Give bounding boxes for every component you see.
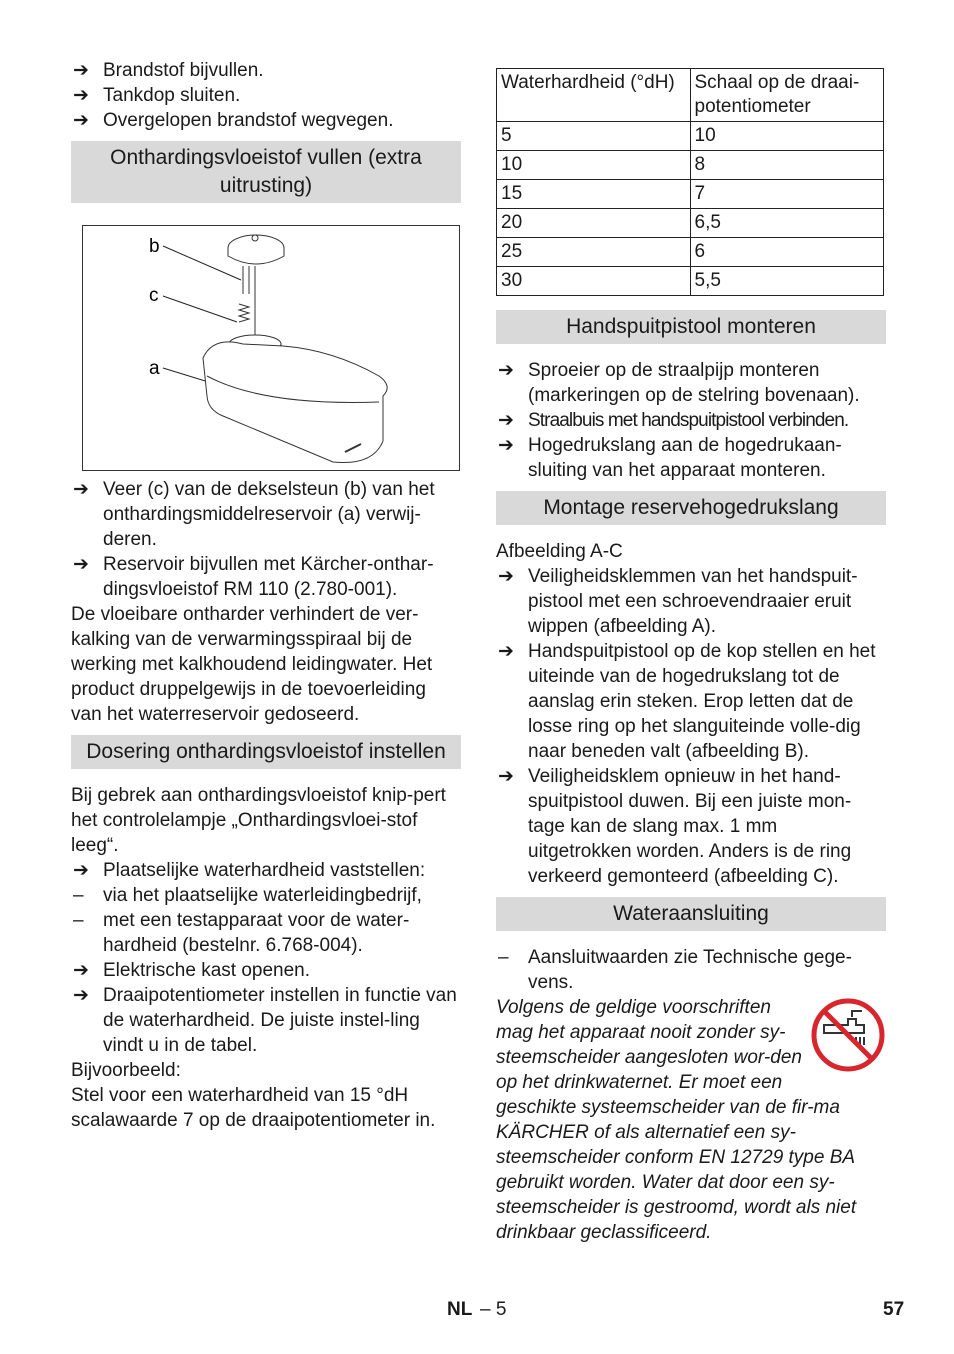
local-page-number: – 5 — [480, 1299, 507, 1320]
warning-text: Volgens de geldige voorschriften mag het apparaat nooit zonder sy-steemscheider aangesloten wor-den op het drinkwaternet. Er moet een geschikte systeemscheider van de fir-ma KÄRCHER of als alternatief een sy-steemscheider conform EN 12729 type BA gebruikt worden. Water dat door een sy-steemscheider is gestroomd, wordt als niet drinkbaar geclassificeerd. — [496, 997, 857, 1243]
arrow-icon: ➔ — [73, 860, 89, 881]
arrow-icon: ➔ — [498, 766, 514, 787]
arrow-icon: ➔ — [73, 554, 89, 575]
section-heading: Dosering onthardingsvloeistof instellen — [71, 735, 461, 769]
section-heading: Onthardingsvloeistof vullen (extra uitrusting) — [71, 141, 461, 203]
list-item: ➔ Plaatselijke waterhardheid vaststellen: — [73, 860, 426, 881]
table-header: Schaal op de draai-potentiometer — [690, 69, 884, 122]
table-cell: 5 — [497, 122, 691, 151]
list-item: – met een testapparaat voor de water-hardheid (bestelnr. 6.768-004). — [73, 910, 410, 956]
reservoir-illustration — [83, 226, 459, 470]
table-cell: 30 — [497, 267, 691, 296]
arrow-icon: ➔ — [498, 435, 514, 456]
list-item: ➔ Handspuitpistool op de kop stellen en het uiteinde van de hogedrukslang tot de aanslag erin steken. Erop letten dat de losse ring op het slanguiteinde volle-dig naar beneden valt (afbeelding B). — [498, 641, 876, 762]
language-code: NL — [447, 1299, 473, 1320]
arrow-icon: ➔ — [498, 641, 514, 662]
table-cell: 6 — [690, 238, 884, 267]
table-cell: 10 — [497, 151, 691, 180]
list-item: ➔ Tankdop sluiten. — [73, 85, 241, 106]
list-item: ➔ Elektrische kast openen. — [73, 960, 311, 981]
list-item: – via het plaatselijke waterleidingbedrijf, — [73, 885, 422, 906]
arrow-icon: ➔ — [73, 960, 89, 981]
table-cell: 10 — [690, 122, 884, 151]
arrow-icon: ➔ — [73, 985, 89, 1006]
table-header: Waterhardheid (°dH) — [497, 69, 691, 122]
list-item: ➔ Veer (c) van de dekselsteun (b) van het onthardingsmiddelreservoir (a) verwij-deren. — [73, 479, 435, 550]
list-item: ➔ Sproeier op de straalpijp monteren (markeringen op de stelring bovenaan). — [498, 360, 860, 406]
list-item: ➔ Hogedrukslang aan de hogedrukaan-sluiting van het apparaat monteren. — [498, 435, 842, 481]
table-row — [497, 209, 884, 238]
no-drinking-water-icon — [810, 997, 886, 1073]
table-header-row — [497, 69, 884, 122]
figure-label-a: a — [149, 358, 160, 379]
table-cell: 7 — [690, 180, 884, 209]
table-cell: 5,5 — [690, 267, 884, 296]
table-row — [497, 267, 884, 296]
table-cell: 15 — [497, 180, 691, 209]
figure-reference: Afbeelding A-C — [496, 541, 623, 562]
table-cell: 8 — [690, 151, 884, 180]
table-cell: 6,5 — [690, 209, 884, 238]
arrow-icon: ➔ — [498, 360, 514, 381]
paragraph: De vloeibare ontharder verhindert de ver-kalking van de verwarmingsspiraal bij de werking met kalkhoudend leidingwater. Het product druppelgewijs in de toevoerleiding van het waterreservoir gedoseerd. — [71, 604, 433, 725]
section-heading: Wateraansluiting — [496, 897, 886, 931]
arrow-icon: ➔ — [73, 110, 89, 131]
arrow-icon: ➔ — [73, 479, 89, 500]
list-item: – Aansluitwaarden zie Technische gege-vens. — [498, 947, 852, 993]
table-row — [497, 122, 884, 151]
example-text: Stel voor een waterhardheid van 15 °dH scalawaarde 7 op de draaipotentiometer in. — [71, 1085, 436, 1131]
page-footer — [0, 1297, 954, 1327]
table-cell: 20 — [497, 209, 691, 238]
paragraph: Bij gebrek aan onthardingsvloeistof knip-pert het controlelampje „Onthardingsvloei-stof leeg“. — [71, 785, 446, 856]
list-item: ➔ Overgelopen brandstof wegvegen. — [73, 110, 394, 131]
list-item: ➔ Draaipotentiometer instellen in functie van de waterhardheid. De juiste instel-ling vindt u in de tabel. — [73, 985, 457, 1056]
list-item: ➔ Veiligheidsklem opnieuw in het hand-spuitpistool duwen. Bij een juiste mon-tage kan de slang max. 1 mm uitgetrokken worden. Anders is de ring verkeerd gemonteerd (afbeelding C). — [498, 766, 852, 887]
list-item: ➔ Reservoir bijvullen met Kärcher-onthar-dingsvloeistof RM 110 (2.780-001). — [73, 554, 434, 600]
arrow-icon: ➔ — [73, 60, 89, 81]
reservoir-figure — [82, 225, 460, 471]
section-heading: Handspuitpistool monteren — [496, 310, 886, 344]
figure-label-c: c — [149, 285, 159, 306]
table-cell: 25 — [497, 238, 691, 267]
list-item: ➔ Straalbuis met handspuitpistool verbinden. — [498, 410, 849, 431]
example-label: Bijvoorbeeld: — [71, 1060, 181, 1081]
water-hardness-table — [496, 68, 884, 296]
warning-text-block — [496, 995, 886, 1245]
right-column — [496, 68, 886, 1245]
arrow-icon: ➔ — [73, 85, 89, 106]
page-number: 57 — [883, 1299, 905, 1320]
arrow-icon: ➔ — [498, 410, 514, 431]
table-row — [497, 238, 884, 267]
list-item: ➔ Veiligheidsklemmen van het handspuit-pistool met een schroevendraaier eruit wippen (afbeelding A). — [498, 566, 858, 637]
arrow-icon: ➔ — [498, 566, 514, 587]
left-column — [71, 58, 461, 1133]
section-heading: Montage reservehogedrukslang — [496, 491, 886, 525]
table-row — [497, 180, 884, 209]
table-row — [497, 151, 884, 180]
figure-label-b: b — [149, 236, 160, 257]
list-item: ➔ Brandstof bijvullen. — [73, 60, 264, 81]
